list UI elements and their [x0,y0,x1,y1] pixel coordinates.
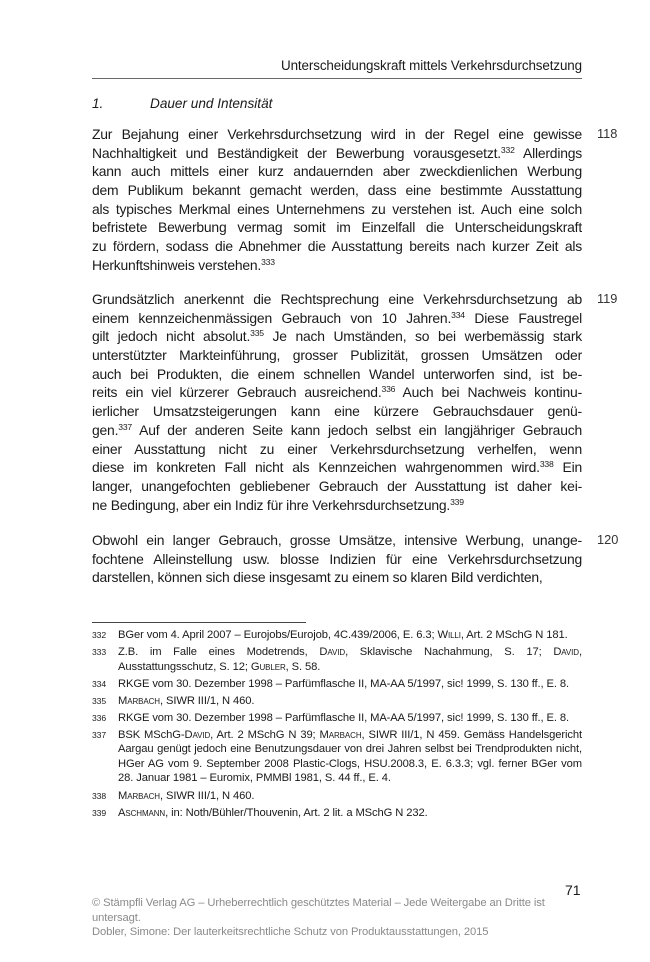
text-segment: ne Bedingung, aber ein Indiz für ihre Verkehrsdurchsetzung. [92,496,451,513]
footnote [92,711,582,726]
text-line [92,421,582,440]
text-segment: unterstützter Markteinführung, grosser Publizität, grossen Umsätzen oder [92,347,582,364]
text-segment: diese im konkreten Fall nicht als Kennzeichen wahrgenommen wird. [92,459,540,476]
text-line [92,496,582,515]
text-line [92,125,582,144]
footnote-ref[interactable]: 333 [261,256,275,267]
footnote-text: BSK MSchG-David, Art. 2 MSchG N 39; Marbach, SIWR III/1, N 459. Gemäss Handelsgericht Aargau genügt jedoch eine Benutzungsdauer von drei Jahren selbst bei Trendprodukten nicht, HGer AG vom 9. September 2008 Plastic-Clogs, HSU.2008.3, E. 6.3.3; vgl. ferner BGer vom 28. Januar 1981 – Euromix, PMMBl 1981, S. 44 ff., E. 4. [118,728,582,785]
text-segment: Auch bei Nachweis kontinu- [395,384,582,401]
footnote-number: 334 [92,678,107,689]
margin-number: 118 [597,126,618,141]
footnote [92,694,582,709]
text-line [92,550,582,569]
text-line [92,256,582,275]
footnote [92,677,582,692]
text-segment: kann auch mittels einer kurz andauernden aber zweckdienlichen Werbung [92,163,582,180]
text-line [92,290,582,309]
text-segment: langer, unangefochten gebliebener Gebrauch der Ausstattung ist daher kei- [92,477,582,494]
text-segment: darstellen, können sich diese insgesamt zu einem so klaren Bild verdichten, [92,569,543,586]
text-segment: Zur Bejahung einer Verkehrsdurchsetzung wird in der Regel eine gewisse [92,126,582,142]
paragraph [92,125,582,275]
text-segment: Obwohl ein langer Gebrauch, grosse Umsätze, intensive Werbung, unange- [92,532,582,548]
footnote-text: Aschmann, in: Noth/Bühler/Thouvenin, Art. 2 lit. a MSchG N 232. [118,806,428,819]
margin-number: 119 [597,291,618,306]
running-head: Unterscheidungskraft mittels Verkehrsdurchsetzung [281,58,582,73]
footnote [92,628,582,643]
footnote-number: 333 [92,647,107,658]
text-segment: Auf der anderen Seite kann jedoch selbst ein langjähriger Gebrauch [132,421,582,438]
page-number: 71 [565,882,581,898]
text-line [92,218,582,237]
text-line [92,200,582,219]
text-segment: einem kennzeichenmässigen Gebrauch von 10 Jahren. [92,309,452,326]
margin-number: 120 [597,532,619,547]
footnote [92,645,582,674]
text-segment: auch bei Produkten, die einem schnellen Wandel unterworfen sind, ist be- [92,365,582,382]
footnote-number: 339 [92,807,107,818]
text-segment: Grundsätzlich anerkennt die Rechtsprechung eine Verkehrsdurchsetzung ab [92,291,582,307]
text-line [92,458,582,477]
text-segment: Je nach Umständen, so bei werbemässig stark [263,328,582,345]
footnote-text: Marbach, SIWR III/1, N 460. [118,694,255,707]
text-line [92,531,582,550]
footnotes [92,628,582,823]
footnote-rule [92,622,306,623]
text-segment: einer Ausstattung nicht zu einer Verkehrsdurchsetzung verhelfen, wenn [92,440,582,457]
text-line [92,346,582,365]
text-line [92,144,582,163]
watermark-line: untersagt. [92,911,141,924]
footnote-ref[interactable]: 334 [451,309,465,320]
text-line [92,365,582,384]
footnote-number: 337 [92,729,107,740]
paragraph [92,531,582,587]
text-segment: gilt jedoch nicht absolut. [92,328,251,345]
text-line [92,402,582,421]
text-segment: Nachhaltigkeit und Beständigkeit der Bewerbung vorausgesetzt. [92,144,501,161]
section-heading [92,96,272,111]
text-line [92,237,582,256]
text-segment: Ein [553,459,582,476]
text-segment: zu fördern, sodass die Abnehmer die Ausstattung bereits nach kurzer Zeit als [92,238,582,255]
copyright-watermark [92,896,562,940]
footnote-number: 338 [92,790,107,801]
text-line [92,568,582,587]
text-line [92,440,582,459]
footnote-number: 335 [92,695,107,706]
text-segment: als typisches Merkmal eines Unternehmens zu verstehen ist. Auch eine solch [92,200,582,217]
text-segment: Diese Faustregel [464,309,582,326]
footnote-ref[interactable]: 336 [381,384,396,395]
text-segment: Allerdings [514,144,582,161]
footnote-ref[interactable]: 338 [539,459,554,470]
footnote-ref[interactable]: 337 [118,421,132,432]
footnote-text: BGer vom 4. April 2007 – Eurojobs/Eurojob, 4C.439/2006, E. 6.3; Willi, Art. 2 MSchG N 181. [118,629,568,641]
footnote-text: Z.B. im Falle eines Modetrends, David, Sklavische Nachahmung, S. 17; David, Ausstattungsschutz, S. 12; Gubler, S. 58. [118,646,582,673]
footnote-text: Marbach, SIWR III/1, N 460. [118,789,255,802]
text-segment: gen. [92,421,119,438]
text-segment: ierlicher Umsatzsteigerungen kann eine kürzere Gebrauchsdauer genü- [92,403,582,420]
text-line [92,309,582,328]
footnote [92,806,582,821]
section-number: 1. [92,96,104,111]
watermark-line: Dobler, Simone: Der lauterkeitsrechtliche Schutz von Produktausstattungen, 2015 [92,926,489,939]
footnote-ref[interactable]: 339 [450,496,464,507]
text-line [92,181,582,200]
footnote-ref[interactable]: 335 [250,328,264,339]
text-segment: fochtene Alleinstellung usw. blosse Indizien für eine Verkehrsdurchsetzung [92,550,582,567]
watermark-line: © Stämpfli Verlag AG – Urheberrechtlich geschütztes Material – Jede Weitergabe an Dritte ist [92,897,545,909]
text-line [92,477,582,496]
footnote-text: RKGE vom 30. Dezember 1998 – Parfümflasche II, MA-AA 5/1997, sic! 1999, S. 130 ff., E. 8. [118,711,570,724]
text-segment: dem Publikum bekannt gemacht werden, dass eine bestimmte Ausstattung [92,182,582,199]
text-line [92,162,582,181]
footnote-number: 336 [92,712,107,723]
text-line [92,383,582,402]
footnote [92,728,582,786]
section-title: Dauer und Intensität [150,96,273,111]
footnote-ref[interactable]: 332 [500,144,515,155]
footnote-text: RKGE vom 30. Dezember 1998 – Parfümflasche II, MA-AA 5/1997, sic! 1999, S. 130 ff., E. 8. [118,677,570,690]
text-segment: befristete Bewerbung vermag somit im Einzelfall die Unterscheidungskraft [92,219,582,236]
text-segment: reits ein viel kürzerer Gebrauch ausreichend. [92,384,382,401]
header-rule [92,78,582,79]
text-segment: Herkunftshinweis verstehen. [92,256,262,273]
footnote [92,789,582,804]
text-line [92,327,582,346]
footnote-number: 332 [92,630,107,640]
paragraph [92,290,582,514]
